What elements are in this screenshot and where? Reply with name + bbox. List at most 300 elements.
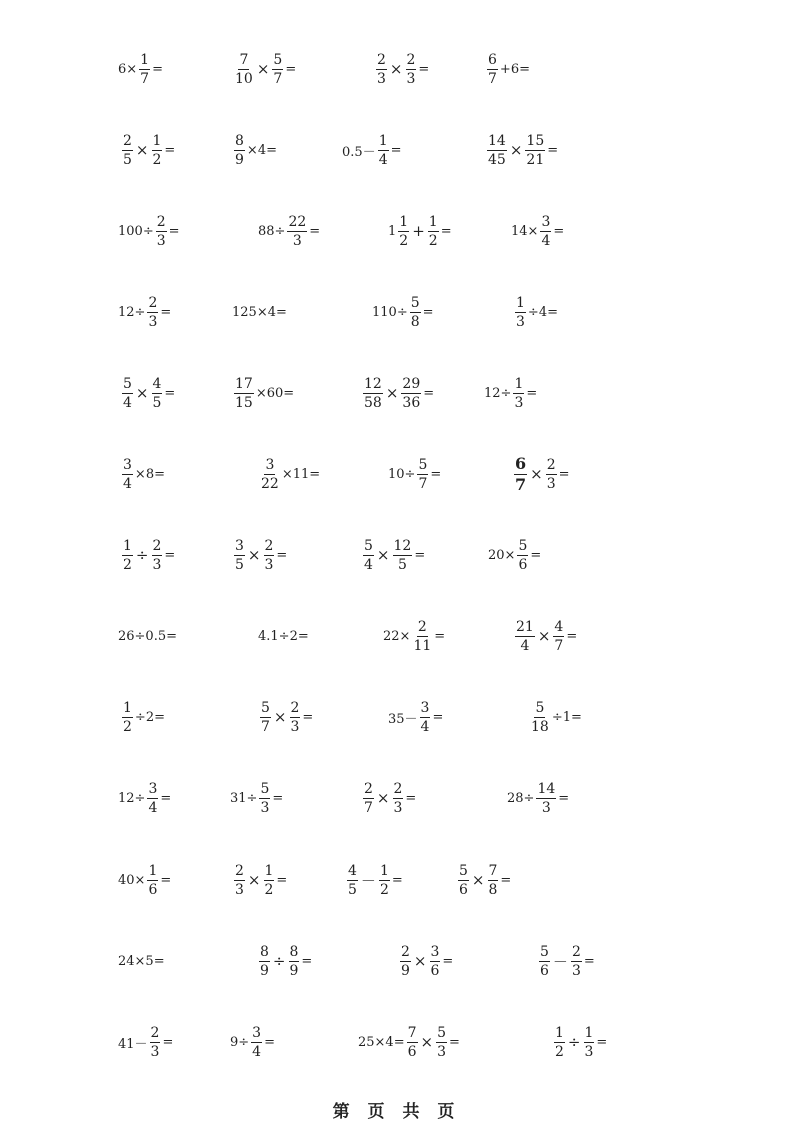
expression-text: = bbox=[276, 547, 288, 563]
fraction bbox=[264, 539, 275, 572]
fraction bbox=[428, 215, 439, 248]
fraction-denominator: 7 bbox=[554, 637, 564, 654]
expression-text: = bbox=[391, 872, 403, 888]
fraction-numerator: 8 bbox=[235, 132, 244, 149]
expression-text: × bbox=[256, 60, 270, 78]
fraction bbox=[515, 620, 535, 653]
problem-25 bbox=[120, 530, 175, 580]
fraction-numerator: 17 bbox=[235, 375, 253, 392]
fraction bbox=[234, 134, 245, 167]
expression-text: 100÷ bbox=[118, 223, 154, 239]
fraction-denominator: 4 bbox=[541, 232, 551, 249]
expression-text: × bbox=[389, 60, 403, 78]
fraction-numerator: 3 bbox=[235, 537, 244, 554]
problem-9 bbox=[118, 206, 180, 256]
fraction-numerator: 5 bbox=[410, 294, 420, 311]
expression-text: = bbox=[264, 1034, 275, 1050]
fraction-denominator: 3 bbox=[377, 70, 386, 87]
fraction bbox=[513, 377, 524, 410]
fraction-numerator: 3 bbox=[541, 213, 551, 230]
fraction-numerator: 5 bbox=[535, 699, 545, 716]
fraction-denominator: 10 bbox=[235, 70, 253, 87]
fraction-numerator: 1 bbox=[514, 375, 524, 392]
expression-text: ÷ bbox=[272, 952, 286, 970]
expression-text: 28÷ bbox=[507, 790, 535, 806]
fraction bbox=[122, 458, 133, 491]
fraction-denominator: 18 bbox=[531, 718, 549, 735]
fraction-numerator: 2 bbox=[401, 943, 410, 960]
fraction-denominator: 45 bbox=[488, 151, 506, 168]
fraction-numerator: 1 bbox=[584, 1024, 594, 1041]
fraction-denominator: 8 bbox=[488, 881, 498, 898]
expression-text: ÷1= bbox=[551, 709, 582, 725]
expression-text: = bbox=[547, 142, 559, 158]
fraction-denominator: 3 bbox=[264, 556, 274, 573]
fraction bbox=[363, 782, 374, 815]
fraction-denominator: 4 bbox=[123, 475, 132, 492]
fraction-numerator: 5 bbox=[518, 537, 528, 554]
fraction-denominator: 21 bbox=[526, 151, 545, 168]
fraction bbox=[147, 864, 158, 897]
fraction bbox=[412, 620, 432, 653]
fraction-numerator: 1 bbox=[379, 862, 389, 879]
expression-text: = bbox=[162, 1034, 174, 1050]
problem-6 bbox=[232, 125, 277, 175]
fraction-numerator: 1 bbox=[123, 699, 132, 716]
fraction bbox=[139, 53, 150, 86]
problem-33 bbox=[120, 692, 165, 742]
expression-text: 41－ bbox=[118, 1036, 148, 1052]
problem-37 bbox=[118, 773, 171, 823]
expression-text: = bbox=[285, 61, 297, 77]
fraction-denominator: 3 bbox=[290, 718, 300, 735]
problem-12 bbox=[511, 206, 564, 256]
fraction bbox=[525, 134, 545, 167]
expression-text: 24×5= bbox=[118, 953, 165, 969]
expression-text: 14× bbox=[511, 223, 539, 239]
problem-29 bbox=[118, 611, 177, 661]
fraction bbox=[379, 864, 390, 897]
fraction-numerator: 2 bbox=[264, 537, 274, 554]
problem-21 bbox=[120, 449, 165, 499]
fraction bbox=[410, 296, 421, 329]
expression-text: + bbox=[412, 222, 425, 240]
expression-text: = bbox=[301, 953, 313, 969]
problem-17 bbox=[120, 368, 175, 418]
fraction-numerator: 5 bbox=[437, 1024, 447, 1041]
problem-49 bbox=[118, 1017, 173, 1067]
expression-text: = bbox=[164, 547, 176, 563]
problem-16 bbox=[513, 287, 558, 337]
fraction bbox=[122, 701, 133, 734]
fraction bbox=[122, 134, 133, 167]
fraction-numerator: 1 bbox=[428, 213, 438, 230]
fraction-denominator: 6 bbox=[430, 962, 440, 979]
fraction-numerator: 15 bbox=[526, 132, 545, 149]
expression-text: × bbox=[376, 546, 390, 564]
fraction-denominator: 7 bbox=[515, 474, 527, 494]
fraction-numerator: 2 bbox=[150, 1024, 160, 1041]
fraction-denominator: 8 bbox=[410, 313, 420, 330]
problem-43 bbox=[345, 855, 403, 905]
fraction-numerator: 2 bbox=[417, 618, 427, 635]
fraction-denominator: 58 bbox=[364, 394, 382, 411]
expression-text: × bbox=[413, 952, 427, 970]
fraction-numerator: 7 bbox=[488, 862, 498, 879]
expression-text: = bbox=[168, 223, 180, 239]
expression-text: × bbox=[471, 871, 485, 889]
page-footer: 第 页 共 页 bbox=[332, 1102, 461, 1122]
fraction bbox=[234, 864, 245, 897]
expression-text: = bbox=[434, 628, 446, 644]
expression-text: = bbox=[500, 872, 512, 888]
expression-text: ÷4= bbox=[527, 304, 558, 320]
fraction-numerator: 5 bbox=[418, 456, 428, 473]
problem-10 bbox=[258, 206, 320, 256]
expression-text: 4.1÷2= bbox=[258, 628, 309, 644]
fraction-numerator: 2 bbox=[123, 132, 132, 149]
fraction-numerator: 3 bbox=[430, 943, 440, 960]
expression-text: × bbox=[530, 465, 543, 483]
fraction-denominator: 6 bbox=[540, 962, 549, 979]
fraction bbox=[234, 53, 254, 86]
fraction bbox=[393, 539, 413, 572]
fraction-numerator: 5 bbox=[273, 51, 283, 68]
fraction-numerator: 3 bbox=[148, 780, 158, 797]
expression-text: = bbox=[432, 709, 444, 725]
expression-text: = bbox=[442, 953, 454, 969]
fraction-numerator: 1 bbox=[516, 294, 525, 311]
expression-text: × bbox=[273, 708, 287, 726]
fraction-denominator: 4 bbox=[148, 799, 158, 816]
fraction-denominator: 9 bbox=[289, 962, 299, 979]
expression-text: = bbox=[553, 223, 565, 239]
fraction bbox=[290, 701, 301, 734]
fraction bbox=[260, 701, 271, 734]
expression-text: = bbox=[440, 223, 452, 239]
expression-text: = bbox=[160, 304, 172, 320]
fraction-denominator: 7 bbox=[273, 70, 283, 87]
expression-text: 0.5－ bbox=[342, 144, 376, 160]
fraction-denominator: 3 bbox=[152, 556, 162, 573]
fraction bbox=[363, 377, 383, 410]
expression-text: = bbox=[526, 385, 538, 401]
fraction bbox=[259, 945, 270, 978]
fraction-denominator: 9 bbox=[260, 962, 269, 979]
fraction-denominator: 22 bbox=[261, 475, 279, 492]
fraction bbox=[401, 377, 421, 410]
expression-text: 1 bbox=[388, 223, 397, 239]
expression-text: × bbox=[135, 141, 149, 159]
fraction-denominator: 2 bbox=[152, 151, 162, 168]
expression-text: ÷ bbox=[135, 546, 149, 564]
fraction-numerator: 4 bbox=[348, 862, 357, 879]
fraction-numerator: 12 bbox=[393, 537, 412, 554]
fraction bbox=[487, 53, 498, 86]
fraction-denominator: 5 bbox=[152, 394, 162, 411]
fraction-numerator: 5 bbox=[260, 780, 270, 797]
fraction bbox=[147, 296, 158, 329]
expression-text: 22× bbox=[383, 628, 411, 644]
fraction-denominator: 6 bbox=[148, 881, 158, 898]
expression-text: × bbox=[247, 871, 261, 889]
fraction-denominator: 3 bbox=[514, 394, 524, 411]
expression-text: × bbox=[420, 1033, 434, 1051]
expression-text: = bbox=[405, 790, 417, 806]
fraction-denominator: 4 bbox=[252, 1043, 262, 1060]
problem-5 bbox=[120, 125, 175, 175]
problem-41 bbox=[118, 855, 171, 905]
expression-text: = bbox=[558, 466, 570, 482]
expression-text: ×4= bbox=[246, 142, 277, 158]
fraction-denominator: 4 bbox=[520, 637, 530, 654]
problem-3 bbox=[374, 44, 429, 94]
expression-text: ÷2= bbox=[134, 709, 165, 725]
fraction-numerator: 4 bbox=[152, 375, 162, 392]
fraction bbox=[272, 53, 283, 86]
expression-text: × bbox=[376, 789, 390, 807]
fraction bbox=[554, 1026, 565, 1059]
expression-text: 10÷ bbox=[388, 466, 416, 482]
fraction-denominator: 4 bbox=[364, 556, 373, 573]
problem-23 bbox=[388, 449, 441, 499]
fraction-numerator: 1 bbox=[378, 132, 388, 149]
expression-text: = bbox=[160, 790, 172, 806]
expression-text: = bbox=[302, 709, 314, 725]
fraction-denominator: 3 bbox=[150, 1043, 160, 1060]
fraction-numerator: 2 bbox=[148, 294, 158, 311]
problem-36 bbox=[528, 692, 582, 742]
fraction bbox=[156, 215, 167, 248]
fraction-denominator: 2 bbox=[555, 1043, 564, 1060]
fraction-numerator: 3 bbox=[252, 1024, 262, 1041]
fraction-numerator: 2 bbox=[406, 51, 416, 68]
fraction bbox=[260, 458, 280, 491]
fraction-numerator: 5 bbox=[540, 943, 549, 960]
fraction-denominator: 7 bbox=[488, 70, 497, 87]
expression-text: 12÷ bbox=[118, 304, 146, 320]
fraction-numerator: 2 bbox=[156, 213, 166, 230]
fraction-denominator: 5 bbox=[235, 556, 244, 573]
fraction bbox=[487, 134, 507, 167]
fraction-numerator: 29 bbox=[402, 375, 421, 392]
fraction bbox=[540, 215, 551, 248]
fraction-numerator: 5 bbox=[459, 862, 468, 879]
fraction bbox=[347, 864, 358, 897]
expression-text: 125×4= bbox=[232, 304, 287, 320]
fraction bbox=[536, 782, 556, 815]
expression-text: 25×4= bbox=[358, 1034, 405, 1050]
expression-text: 6× bbox=[118, 61, 138, 77]
expression-text: ×60= bbox=[255, 385, 295, 401]
expression-text: 12÷ bbox=[118, 790, 146, 806]
fraction bbox=[530, 701, 550, 734]
expression-text: ×11= bbox=[281, 466, 321, 482]
problem-14 bbox=[232, 287, 287, 337]
fraction-denominator: 3 bbox=[546, 475, 556, 492]
fraction-denominator: 3 bbox=[235, 881, 244, 898]
expression-text: 88÷ bbox=[258, 223, 286, 239]
fraction-denominator: 7 bbox=[261, 718, 270, 735]
fraction bbox=[147, 782, 158, 815]
problem-42 bbox=[232, 855, 287, 905]
fraction-numerator: 5 bbox=[123, 375, 132, 392]
fraction-numerator: 2 bbox=[290, 699, 300, 716]
fraction bbox=[234, 377, 254, 410]
expression-text: = bbox=[418, 61, 430, 77]
fraction-denominator: 9 bbox=[235, 151, 244, 168]
expression-text: － bbox=[552, 952, 568, 971]
problem-47 bbox=[398, 936, 453, 986]
fraction-denominator: 3 bbox=[584, 1043, 594, 1060]
problem-30 bbox=[258, 611, 309, 661]
fraction-denominator: 7 bbox=[418, 475, 428, 492]
problem-48 bbox=[537, 936, 595, 986]
fraction-numerator: 7 bbox=[239, 51, 249, 68]
fraction-numerator: 3 bbox=[265, 456, 275, 473]
fraction-numerator: 4 bbox=[554, 618, 564, 635]
fraction-numerator: 7 bbox=[407, 1024, 417, 1041]
fraction-numerator: 8 bbox=[260, 943, 269, 960]
fraction-denominator: 11 bbox=[413, 637, 432, 654]
problem-18 bbox=[232, 368, 294, 418]
expression-text: +6= bbox=[499, 61, 530, 77]
problem-34 bbox=[258, 692, 313, 742]
fraction bbox=[571, 945, 582, 978]
fraction bbox=[289, 945, 300, 978]
problem-13 bbox=[118, 287, 171, 337]
fraction-denominator: 15 bbox=[235, 394, 253, 411]
fraction-denominator: 4 bbox=[123, 394, 132, 411]
fraction-denominator: 7 bbox=[140, 70, 150, 87]
expression-text: 26÷0.5= bbox=[118, 628, 178, 644]
fraction bbox=[430, 945, 441, 978]
fraction bbox=[539, 945, 550, 978]
fraction bbox=[251, 1026, 262, 1059]
fraction-numerator: 5 bbox=[261, 699, 270, 716]
fraction bbox=[407, 1026, 418, 1059]
expression-text: = bbox=[272, 790, 284, 806]
expression-text: × bbox=[247, 546, 261, 564]
expression-text: 31÷ bbox=[230, 790, 258, 806]
problem-26 bbox=[232, 530, 287, 580]
problem-22 bbox=[258, 449, 320, 499]
fraction bbox=[122, 377, 133, 410]
expression-text: = bbox=[390, 142, 402, 158]
fraction-denominator: 4 bbox=[378, 151, 388, 168]
problem-45 bbox=[118, 936, 165, 986]
expression-text: × bbox=[509, 141, 523, 159]
expression-text: = bbox=[566, 628, 578, 644]
fraction bbox=[264, 864, 275, 897]
fraction-denominator: 2 bbox=[379, 881, 389, 898]
fraction-denominator: 6 bbox=[407, 1043, 417, 1060]
fraction-numerator: 2 bbox=[571, 943, 581, 960]
fraction-numerator: 2 bbox=[377, 51, 386, 68]
fraction bbox=[376, 53, 387, 86]
fraction-numerator: 1 bbox=[140, 51, 150, 68]
expression-text: 35－ bbox=[388, 711, 418, 727]
problem-32 bbox=[513, 611, 577, 661]
fraction bbox=[515, 296, 526, 329]
problem-44 bbox=[456, 855, 511, 905]
expression-text: = bbox=[449, 1034, 460, 1050]
fraction-denominator: 2 bbox=[123, 718, 132, 735]
expression-text: = bbox=[530, 547, 542, 563]
fraction bbox=[458, 864, 469, 897]
problem-1 bbox=[118, 44, 163, 94]
problem-24 bbox=[512, 449, 570, 499]
fraction-denominator: 5 bbox=[123, 151, 132, 168]
expression-text: 20× bbox=[488, 547, 516, 563]
problem-46 bbox=[257, 936, 312, 986]
fraction bbox=[393, 782, 404, 815]
fraction-denominator: 3 bbox=[406, 70, 416, 87]
fraction bbox=[378, 134, 389, 167]
expression-text: × bbox=[135, 384, 149, 402]
expression-text: 110÷ bbox=[372, 304, 408, 320]
fraction bbox=[152, 377, 163, 410]
fraction bbox=[152, 539, 163, 572]
fraction-denominator: 2 bbox=[428, 232, 438, 249]
fraction-numerator: 2 bbox=[393, 780, 403, 797]
fraction-numerator: 1 bbox=[123, 537, 132, 554]
problem-31 bbox=[383, 611, 445, 661]
fraction-numerator: 6 bbox=[488, 51, 497, 68]
problem-51 bbox=[358, 1017, 460, 1067]
fraction-numerator: 3 bbox=[420, 699, 430, 716]
expression-text: = bbox=[309, 223, 321, 239]
fraction-numerator: 2 bbox=[235, 862, 244, 879]
fraction bbox=[234, 539, 245, 572]
expression-text: － bbox=[360, 871, 376, 890]
fraction-denominator: 3 bbox=[541, 799, 551, 816]
fraction-denominator: 2 bbox=[399, 232, 409, 249]
fraction bbox=[259, 782, 270, 815]
fraction bbox=[584, 1026, 595, 1059]
fraction bbox=[417, 458, 428, 491]
fraction-denominator: 9 bbox=[401, 962, 410, 979]
problem-35 bbox=[388, 692, 443, 742]
fraction-denominator: 3 bbox=[148, 313, 158, 330]
expression-text: = bbox=[596, 1034, 608, 1050]
expression-text: = bbox=[423, 385, 435, 401]
fraction-denominator: 3 bbox=[292, 232, 302, 249]
fraction-denominator: 6 bbox=[518, 556, 528, 573]
fraction-numerator: 1 bbox=[148, 862, 158, 879]
fraction-numerator: 2 bbox=[152, 537, 162, 554]
fraction bbox=[398, 215, 409, 248]
problem-15 bbox=[372, 287, 434, 337]
expression-text: = bbox=[422, 304, 434, 320]
expression-text: ÷ bbox=[567, 1033, 581, 1051]
fraction-denominator: 3 bbox=[516, 313, 525, 330]
fraction bbox=[363, 539, 374, 572]
expression-text: × bbox=[537, 627, 551, 645]
fraction-numerator: 3 bbox=[123, 456, 132, 473]
expression-text: 12÷ bbox=[484, 385, 512, 401]
expression-text: 40× bbox=[118, 872, 146, 888]
fraction-denominator: 7 bbox=[364, 799, 373, 816]
problem-28 bbox=[488, 530, 541, 580]
fraction bbox=[150, 1026, 161, 1059]
fraction-numerator: 21 bbox=[516, 618, 534, 635]
fraction bbox=[488, 864, 499, 897]
problem-50 bbox=[230, 1017, 275, 1067]
expression-text: × bbox=[385, 384, 399, 402]
problem-2 bbox=[232, 44, 296, 94]
fraction bbox=[436, 1026, 447, 1059]
